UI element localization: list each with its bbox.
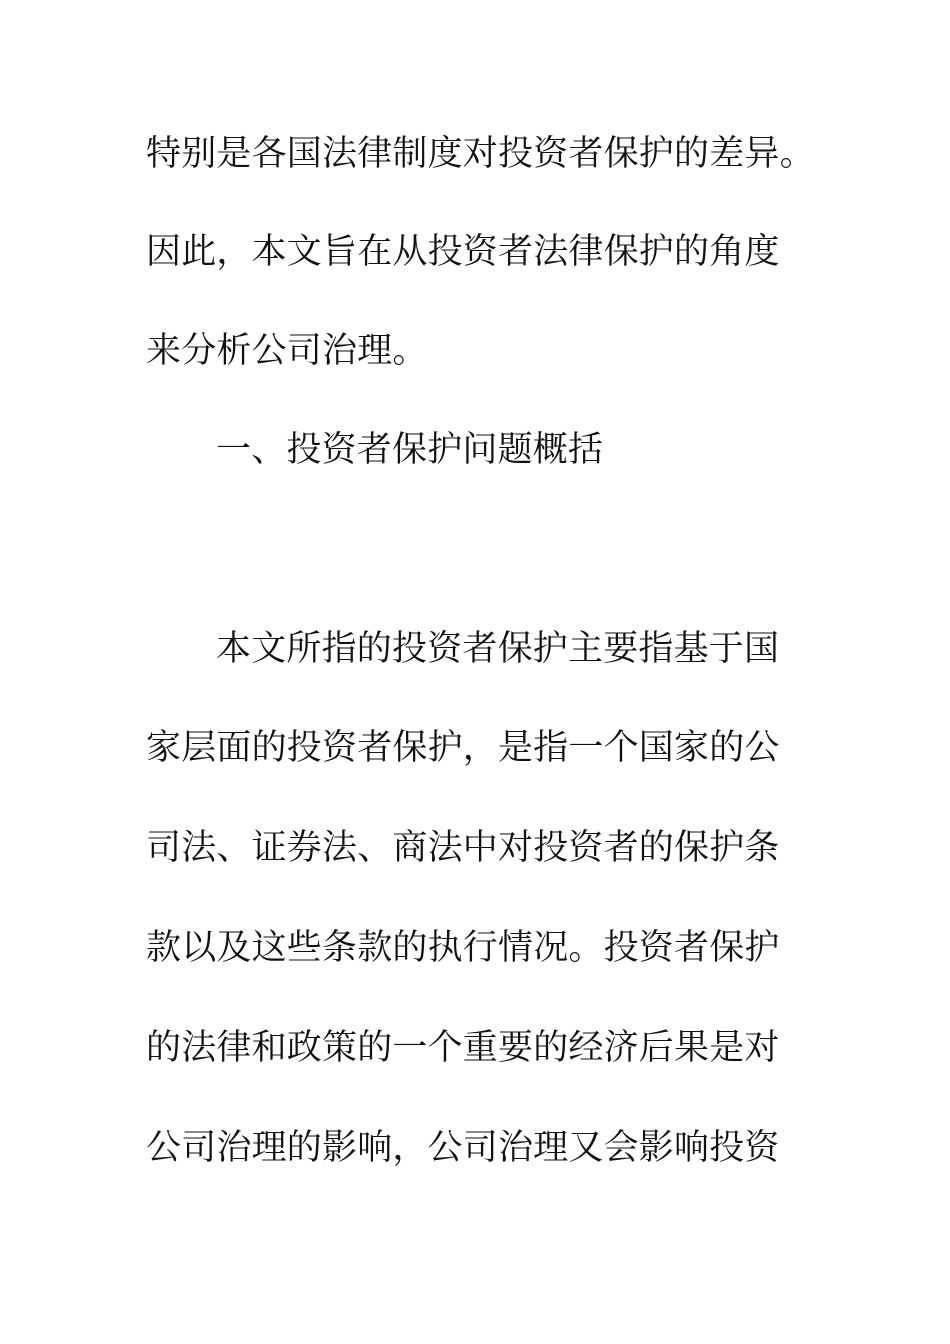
intro-line-1: 特别是各国法律制度对投资者保护的差异。 xyxy=(146,134,815,174)
intro-line-2: 因此，本文旨在从投资者法律保护的角度 xyxy=(146,232,780,272)
body-line-5: 的法律和政策的一个重要的经济后果是对 xyxy=(146,1028,780,1068)
body-line-1: 本文所指的投资者保护主要指基于国 xyxy=(216,629,780,669)
body-line-2: 家层面的投资者保护，是指一个国家的公 xyxy=(146,728,780,768)
body-line-3: 司法、证券法、商法中对投资者的保护条 xyxy=(146,828,780,868)
body-line-4: 款以及这些条款的执行情况。投资者保护 xyxy=(146,928,780,968)
intro-line-3: 来分析公司治理。 xyxy=(146,331,428,371)
section-heading: 一、投资者保护问题概括 xyxy=(216,430,604,470)
body-line-6: 公司治理的影响，公司治理又会影响投资 xyxy=(146,1128,780,1168)
